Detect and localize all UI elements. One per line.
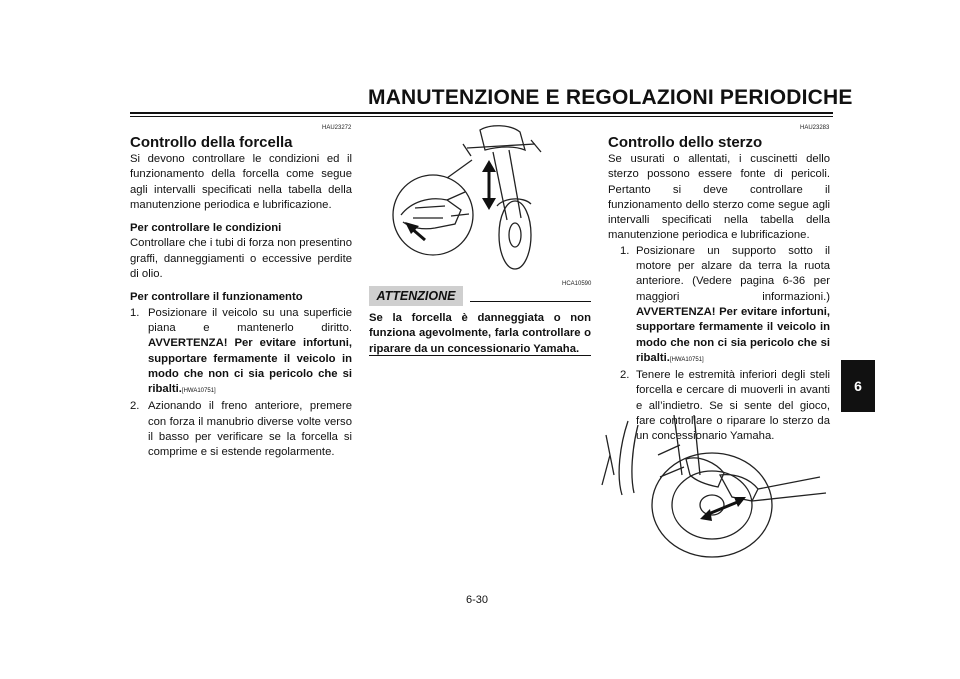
step-text: Posizionare un supporto sotto il motore per alzare da terra la ruota anteriore. (Vedere pagina 6-36 per maggiori informazioni.) <box>636 244 830 303</box>
list-number: 1. <box>130 306 140 319</box>
list-item <box>130 306 352 400</box>
list-number: 2. <box>130 400 140 413</box>
list-item <box>130 399 352 460</box>
subheading: Per controllare le condizioni <box>130 222 282 235</box>
warning-code: [HWA10751] <box>669 356 704 363</box>
header-rule-thin <box>130 116 833 117</box>
step-text: Posizionare il veicolo su una superficie piana e mantenerlo diritto. <box>148 306 352 334</box>
paragraph: Controllare che i tubi di forza non presentino graffi, danneggiamenti o eccessive perdite di olio. <box>130 237 352 281</box>
section-heading-forcella: Controllo della forcella <box>130 134 293 151</box>
step-text: Azionando il freno anteriore, premere con forza il manubrio diverse volte verso il basso per verificare se la forcella si comprime e si estende regolarmente. <box>148 400 352 459</box>
caution-rule <box>470 301 591 302</box>
section-code: HAU23283 <box>800 125 830 131</box>
list-number: 1. <box>620 244 630 257</box>
left-column-text <box>130 152 352 461</box>
subheading: Per controllare il funzionamento <box>130 291 303 304</box>
list-number: 2. <box>620 369 630 382</box>
caution-text: Se la forcella è danneggiata o non funziona agevolmente, farla controllare o riparare da un concessionario Yamaha. <box>369 312 591 355</box>
caution-label: ATTENZIONE <box>369 286 463 306</box>
warning-text: AVVERTENZA! Per evitare infortuni, supportare fermamente il veicolo in modo che non ci sia pericolo che si ribalti. <box>636 305 830 364</box>
page-number: 6-30 <box>466 594 489 606</box>
section-heading-sterzo: Controllo dello sterzo <box>608 134 763 151</box>
steering-check-illustration <box>600 415 835 560</box>
warning-code: [HWA10751] <box>181 388 216 395</box>
fork-check-illustration <box>385 120 595 280</box>
header-rule <box>130 112 833 114</box>
chapter-tab[interactable]: 6 <box>841 360 875 412</box>
paragraph: Si devono controllare le condizioni ed il funzionamento della forcella come segue agli intervalli specificati nella tabella della manutenzione periodica e lubrificazione. <box>130 153 352 211</box>
step-text: Tenere le estremità inferiori degli steli forcella e cercare di muoverli in avanti e all’indietro. Se si sente del gioco, fare controllare o riparare lo sterzo da un concessionario Yamaha. <box>636 369 830 443</box>
page-header-title: MANUTENZIONE E REGOLAZIONI PERIODICHE <box>368 86 853 109</box>
caution-bottom-rule <box>369 355 591 356</box>
right-column-text <box>608 152 830 445</box>
list-item <box>608 244 830 368</box>
paragraph: Se usurati o allentati, i cuscinetti dello sterzo possono essere fonte di pericoli. Pertanto si deve controllare il funzionamento dello sterzo come segue agli intervalli specificati nella tabella della manutenzione periodica e lubrificazione. <box>608 153 830 242</box>
section-code: HAU23272 <box>322 125 352 131</box>
warning-text: AVVERTENZA! Per evitare infortuni, supportare fermamente il veicolo in modo che non ci sia pericolo che si ribalti. <box>148 337 352 396</box>
caution-code: HCA10590 <box>562 281 592 287</box>
